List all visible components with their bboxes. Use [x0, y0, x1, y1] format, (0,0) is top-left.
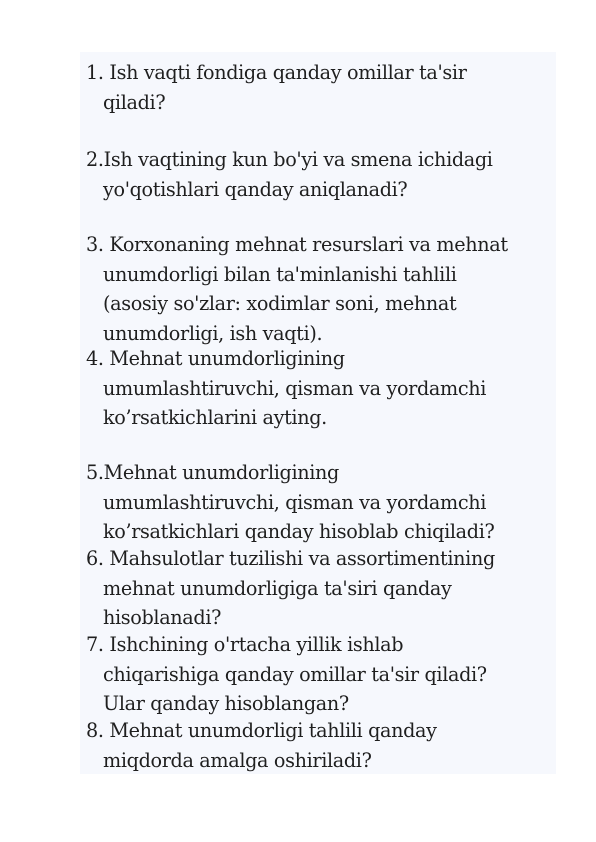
question-3-line-2: unumdorligi bilan ta'minlanishi tahlili [103, 262, 457, 286]
question-5 [86, 458, 546, 547]
question-8-line-1: 8. Mehnat unumdorligi tahlili qanday [86, 719, 437, 742]
question-7 [86, 630, 546, 719]
question-4-line-1: 4. Mehnat unumdorligining [86, 347, 345, 370]
question-7-line-3: Ular qanday hisoblangan? [103, 692, 349, 715]
question-5-line-1: 5.Mehnat unumdorligining [86, 461, 339, 484]
question-2-line-1: 2.Ish vaqtining kun bo'yi va smena ichidagi [86, 148, 493, 171]
question-6-line-2: mehnat unumdorligiga ta'siri qanday [103, 576, 452, 600]
question-4-line-2: umumlashtiruvchi, qisman va yordamchi [103, 376, 487, 400]
question-3-line-1: 3. Korxonaning mehnat resurslari va mehnat [86, 233, 508, 256]
question-6-line-1: 6. Mahsulotlar tuzilishi va assortimentining [86, 547, 495, 570]
question-4-line-3: ko’rsatkichlarini ayting. [103, 406, 327, 429]
question-3-line-3: (asosiy so'zlar: xodimlar soni, mehnat [103, 292, 457, 315]
question-2 [86, 145, 546, 204]
question-6 [86, 544, 546, 633]
question-7-line-1: 7. Ishchining o'rtacha yillik ishlab [86, 633, 404, 656]
question-5-line-3: ko’rsatkichlari qanday hisoblab chiqiladi? [103, 520, 495, 543]
question-8-line-2: miqdorda amalga oshiriladi? [103, 748, 372, 772]
question-2-line-2: yo'qotishlari qanday aniqlanadi? [103, 177, 408, 201]
question-1-line-1: 1. Ish vaqti fondiga qanday omillar ta'sir [86, 61, 467, 84]
question-1-line-2: qiladi? [103, 90, 166, 114]
question-6-line-3: hisoblanadi? [103, 606, 222, 629]
question-4 [86, 344, 546, 433]
question-8 [86, 716, 546, 775]
question-5-line-2: umumlashtiruvchi, qisman va yordamchi [103, 490, 487, 514]
question-7-line-2: chiqarishiga qanday omillar ta'sir qiladi? [103, 662, 487, 686]
question-3 [86, 230, 546, 348]
question-3-line-4: unumdorligi, ish vaqti). [103, 321, 323, 345]
question-1 [86, 58, 546, 117]
